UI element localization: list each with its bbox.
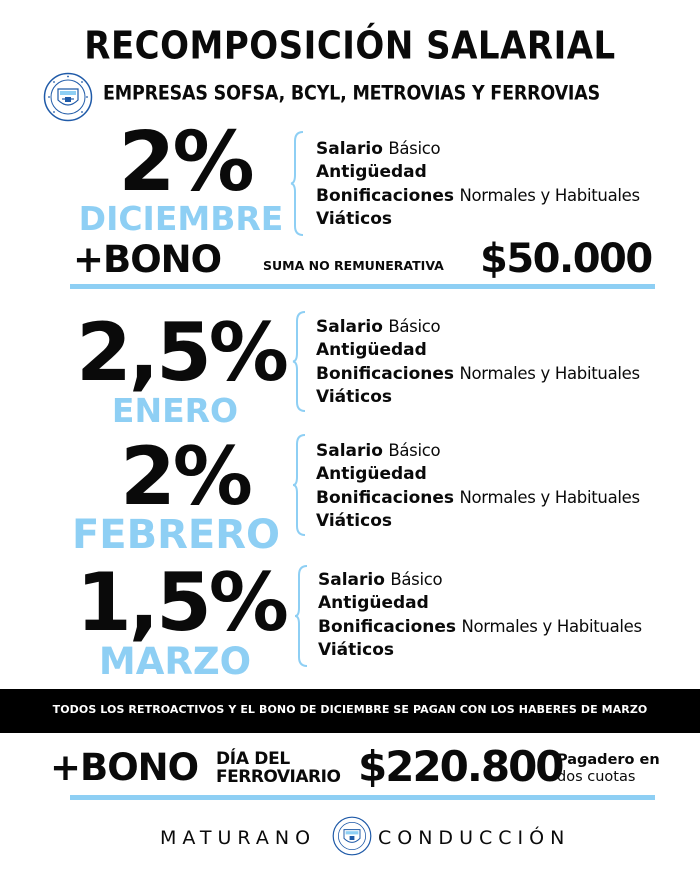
concept-normales-habituales: Normales y Habituales [459,488,640,507]
brace-icon [290,131,304,236]
increase-percent-febrero: 2% [120,430,250,523]
concepts-list [316,315,640,409]
concept-antiguedad: Antigüedad [316,162,427,182]
brace-icon [292,434,306,536]
concept-normales-habituales: Normales y Habituales [459,364,640,383]
concept-viaticos: Viáticos [316,387,392,407]
bono-ferroviario-amount: $220.800 [358,742,563,791]
concept-basico: Básico [388,441,441,460]
concept-viaticos: Viáticos [316,511,392,531]
increase-percent-enero: 2,5% [76,306,286,399]
page-title: RECOMPOSICIÓN SALARIAL [84,23,616,69]
concept-basico: Básico [388,139,441,158]
bono-ferroviario-payment-line2: dos cuotas [557,769,636,785]
bono-diciembre-label: +BONO [73,238,222,281]
concept-normales-habituales: Normales y Habituales [459,186,640,205]
concept-antiguedad: Antigüedad [316,340,427,360]
union-logo-icon [43,72,93,122]
concept-antiguedad: Antigüedad [318,593,429,613]
concept-bonificaciones: Bonificaciones [318,617,457,637]
bono-diciembre-amount: $50.000 [480,236,652,282]
concept-normales-habituales: Normales y Habituales [461,617,642,636]
concepts-list [316,439,640,533]
concept-basico: Básico [388,317,441,336]
divider-line [70,284,655,289]
concept-antiguedad: Antigüedad [316,464,427,484]
concepts-list [316,137,640,231]
concept-viaticos: Viáticos [316,209,392,229]
increase-percent-marzo: 1,5% [76,556,286,649]
concept-viaticos: Viáticos [318,640,394,660]
increase-percent-diciembre: 2% [118,115,252,210]
bono-ferroviario-payment-line1: Pagadero en [557,752,660,768]
bono-diciembre-note: SUMA NO REMUNERATIVA [263,258,444,273]
footer-name-right: CONDUCCIÓN [378,827,571,849]
concept-bonificaciones: Bonificaciones [316,364,455,384]
union-logo-icon [332,816,372,856]
concept-salario: Salario [318,570,385,590]
bono-ferroviario-day-line2: FERROVIARIO [216,767,341,787]
concept-salario: Salario [316,317,383,337]
concepts-list [318,568,642,662]
increase-month-diciembre: DICIEMBRE [78,199,284,238]
divider-line [70,795,655,800]
bono-ferroviario-label: +BONO [50,746,199,789]
brace-icon [294,565,308,667]
increase-month-febrero: FEBRERO [71,512,281,558]
footer-name-left: MATURANO [160,827,317,849]
increase-month-enero: ENERO [111,391,239,430]
concept-bonificaciones: Bonificaciones [316,186,455,206]
notice-text: TODOS LOS RETROACTIVOS Y EL BONO DE DICIEMBRE SE PAGAN CON LOS HABERES DE MARZO [52,703,648,716]
companies-subtitle: EMPRESAS SOFSA, BCYL, METROVIAS Y FERROVIAS [103,83,600,105]
increase-month-marzo: MARZO [98,640,252,683]
concept-salario: Salario [316,139,383,159]
concept-salario: Salario [316,441,383,461]
concept-bonificaciones: Bonificaciones [316,488,455,508]
brace-icon [292,311,306,412]
concept-basico: Básico [390,570,443,589]
bono-ferroviario-day-line1: DÍA DEL [216,749,290,769]
